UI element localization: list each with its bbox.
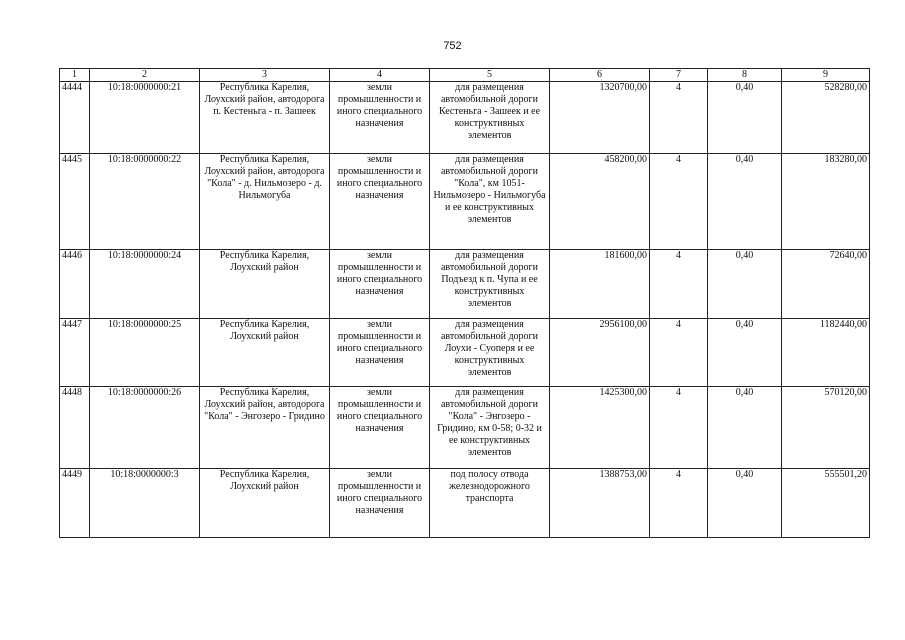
row-number: 4445 bbox=[60, 154, 90, 250]
land-register-table bbox=[59, 68, 870, 538]
row-number: 4444 bbox=[60, 82, 90, 154]
rate-cell: 0,40 bbox=[708, 319, 782, 387]
row-number: 4448 bbox=[60, 387, 90, 469]
group-cell: 4 bbox=[650, 82, 708, 154]
permitted-use-cell: под полосу отвода железнодорожного транспорта bbox=[430, 469, 550, 538]
permitted-use-cell: для размещения автомобильной дороги Подъезд к п. Чупа и ее конструктивных элементов bbox=[430, 250, 550, 319]
cadastral-number: 10:18:0000000:24 bbox=[90, 250, 200, 319]
group-cell: 4 bbox=[650, 319, 708, 387]
permitted-use-cell: для размещения автомобильной дороги Кестеньга - Зашеек и ее конструктивных элементов bbox=[430, 82, 550, 154]
address-cell: Республика Карелия, Лоухский район bbox=[200, 469, 330, 538]
column-header: 6 bbox=[550, 69, 650, 82]
table-row bbox=[60, 250, 870, 319]
value-cell: 183280,00 bbox=[782, 154, 870, 250]
column-header: 9 bbox=[782, 69, 870, 82]
row-number: 4449 bbox=[60, 469, 90, 538]
column-header: 2 bbox=[90, 69, 200, 82]
address-cell: Республика Карелия, Лоухский район bbox=[200, 319, 330, 387]
area-cell: 181600,00 bbox=[550, 250, 650, 319]
land-category-cell: земли промышленности и иного специального назначения bbox=[330, 250, 430, 319]
address-cell: Республика Карелия, Лоухский район, автодорога "Кола" - Энгозеро - Гридино bbox=[200, 387, 330, 469]
address-cell: Республика Карелия, Лоухский район, автодорога "Кола" - д. Нильмозеро - д. Нильмогуба bbox=[200, 154, 330, 250]
cadastral-number: 10:18:0000000:22 bbox=[90, 154, 200, 250]
table-row bbox=[60, 82, 870, 154]
land-category-cell: земли промышленности и иного специального назначения bbox=[330, 387, 430, 469]
group-cell: 4 bbox=[650, 250, 708, 319]
rate-cell: 0,40 bbox=[708, 154, 782, 250]
column-header: 5 bbox=[430, 69, 550, 82]
table-row bbox=[60, 469, 870, 538]
column-header: 3 bbox=[200, 69, 330, 82]
column-header: 1 bbox=[60, 69, 90, 82]
group-cell: 4 bbox=[650, 154, 708, 250]
rate-cell: 0,40 bbox=[708, 250, 782, 319]
area-cell: 1425300,00 bbox=[550, 387, 650, 469]
area-cell: 1320700,00 bbox=[550, 82, 650, 154]
rate-cell: 0,40 bbox=[708, 469, 782, 538]
area-cell: 1388753,00 bbox=[550, 469, 650, 538]
row-number: 4447 bbox=[60, 319, 90, 387]
column-header: 7 bbox=[650, 69, 708, 82]
value-cell: 555501,20 bbox=[782, 469, 870, 538]
table-row bbox=[60, 154, 870, 250]
land-category-cell: земли промышленности и иного специального назначения bbox=[330, 154, 430, 250]
cadastral-number: 10:18:0000000:21 bbox=[90, 82, 200, 154]
permitted-use-cell: для размещения автомобильной дороги "Кола", км 1051-Нильмозеро - Нильмогуба и ее конструктивных элементов bbox=[430, 154, 550, 250]
row-number: 4446 bbox=[60, 250, 90, 319]
value-cell: 570120,00 bbox=[782, 387, 870, 469]
value-cell: 1182440,00 bbox=[782, 319, 870, 387]
cadastral-number: 10:18:0000000:3 bbox=[90, 469, 200, 538]
group-cell: 4 bbox=[650, 469, 708, 538]
permitted-use-cell: для размещения автомобильной дороги "Кола" - Энгозеро - Гридино, км 0-58; 0-32 и ее конструктивных элементов bbox=[430, 387, 550, 469]
cadastral-number: 10:18:0000000:26 bbox=[90, 387, 200, 469]
rate-cell: 0,40 bbox=[708, 387, 782, 469]
table-row bbox=[60, 319, 870, 387]
area-cell: 2956100,00 bbox=[550, 319, 650, 387]
land-category-cell: земли промышленности и иного специального назначения bbox=[330, 469, 430, 538]
column-header: 8 bbox=[708, 69, 782, 82]
area-cell: 458200,00 bbox=[550, 154, 650, 250]
value-cell: 72640,00 bbox=[782, 250, 870, 319]
header-row bbox=[60, 69, 870, 82]
column-header: 4 bbox=[330, 69, 430, 82]
group-cell: 4 bbox=[650, 387, 708, 469]
rate-cell: 0,40 bbox=[708, 82, 782, 154]
address-cell: Республика Карелия, Лоухский район, автодорога п. Кестеньга - п. Зашеек bbox=[200, 82, 330, 154]
land-category-cell: земли промышленности и иного специального назначения bbox=[330, 319, 430, 387]
cadastral-number: 10:18:0000000:25 bbox=[90, 319, 200, 387]
address-cell: Республика Карелия, Лоухский район bbox=[200, 250, 330, 319]
permitted-use-cell: для размещения автомобильной дороги Лоухи - Суоперя и ее конструктивных элементов bbox=[430, 319, 550, 387]
land-category-cell: земли промышленности и иного специального назначения bbox=[330, 82, 430, 154]
page-number: 752 bbox=[443, 40, 462, 52]
value-cell: 528280,00 bbox=[782, 82, 870, 154]
table-row bbox=[60, 387, 870, 469]
